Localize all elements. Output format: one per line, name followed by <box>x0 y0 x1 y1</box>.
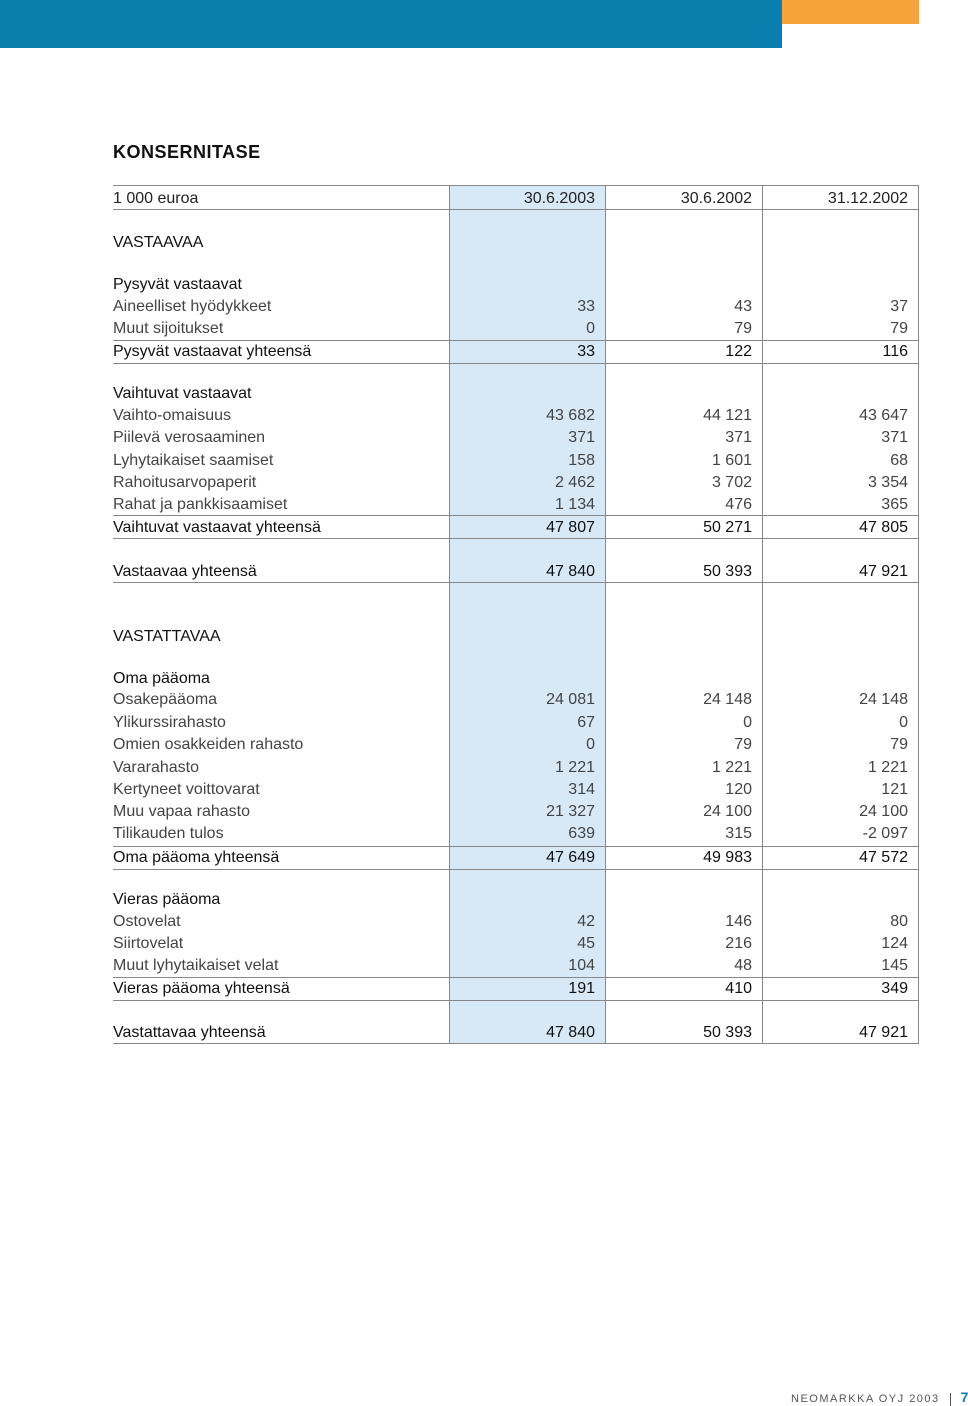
table-row: Omien osakkeiden rahasto 0 79 79 <box>113 736 908 753</box>
table-row: Vararahasto 1 221 1 221 1 221 <box>113 759 908 776</box>
table-row: Lyhytaikaiset saamiset 158 1 601 68 <box>113 452 908 469</box>
total-row: Vaihtuvat vastaavat yhteensä 47 807 50 271 47 805 <box>113 519 908 536</box>
unit-label: 1 000 euroa <box>113 190 199 207</box>
footer-separator <box>950 1393 951 1406</box>
table-row: Kertyneet voittovarat 314 120 121 <box>113 781 908 798</box>
table-row: Ylikurssirahasto 67 0 0 <box>113 714 908 731</box>
total-row: Pysyvät vastaavat yhteensä 33 122 116 <box>113 343 908 360</box>
footer-company: NEOMARKKA OYJ 2003 <box>791 1393 940 1405</box>
subsection-heading: Oma pääoma <box>113 670 210 687</box>
table-rule <box>113 1000 918 1001</box>
table-rule <box>113 869 918 870</box>
table-row: Aineelliset hyödykkeet 33 43 37 <box>113 298 908 315</box>
page-number: 7 <box>960 1389 968 1405</box>
section-heading: VASTAAVAA <box>113 234 204 251</box>
table-row: Osakepääoma 24 081 24 148 24 148 <box>113 691 908 708</box>
grand-total-row: Vastaavaa yhteensä 47 840 50 393 47 921 <box>113 563 908 580</box>
page-title: KONSERNITASE <box>113 142 261 162</box>
section-heading: VASTATTAVAA <box>113 628 221 645</box>
grand-total-row: Vastattavaa yhteensä 47 840 50 393 47 921 <box>113 1024 908 1041</box>
column-divider <box>918 185 919 1044</box>
column-header-1: 30.6.2003 <box>523 190 595 207</box>
table-row: Siirtovelat 45 216 124 <box>113 935 908 952</box>
page-footer <box>791 1389 968 1406</box>
table-header <box>113 188 918 210</box>
table-row: Muu vapaa rahasto 21 327 24 100 24 100 <box>113 803 908 820</box>
total-row: Oma pääoma yhteensä 47 649 49 983 47 572 <box>113 849 908 866</box>
subsection-heading: Vieras pääoma <box>113 891 221 908</box>
table-row: Muut lyhytaikaiset velat 104 48 145 <box>113 957 908 974</box>
header-bar-blue <box>0 0 782 48</box>
total-row: Vieras pääoma yhteensä 191 410 349 <box>113 980 908 997</box>
table-rule <box>113 363 918 364</box>
table-row: Rahat ja pankkisaamiset 1 134 476 365 <box>113 496 908 513</box>
table-row: Rahoitusarvopaperit 2 462 3 702 3 354 <box>113 474 908 491</box>
subsection-heading: Pysyvät vastaavat <box>113 276 242 293</box>
table-row: Ostovelat 42 146 80 <box>113 913 908 930</box>
table-row: Vaihto-omaisuus 43 682 44 121 43 647 <box>113 407 908 424</box>
subsection-heading: Vaihtuvat vastaavat <box>113 385 252 402</box>
column-header-2: 30.6.2002 <box>680 190 752 207</box>
table-row: Muut sijoitukset 0 79 79 <box>113 320 908 337</box>
table-rule <box>113 185 918 186</box>
table-row: Piilevä verosaaminen 371 371 371 <box>113 429 908 446</box>
column-header-3: 31.12.2002 <box>827 190 908 207</box>
table-row: Tilikauden tulos 639 315 -2 097 <box>113 825 908 842</box>
header-bar-orange <box>782 0 919 24</box>
